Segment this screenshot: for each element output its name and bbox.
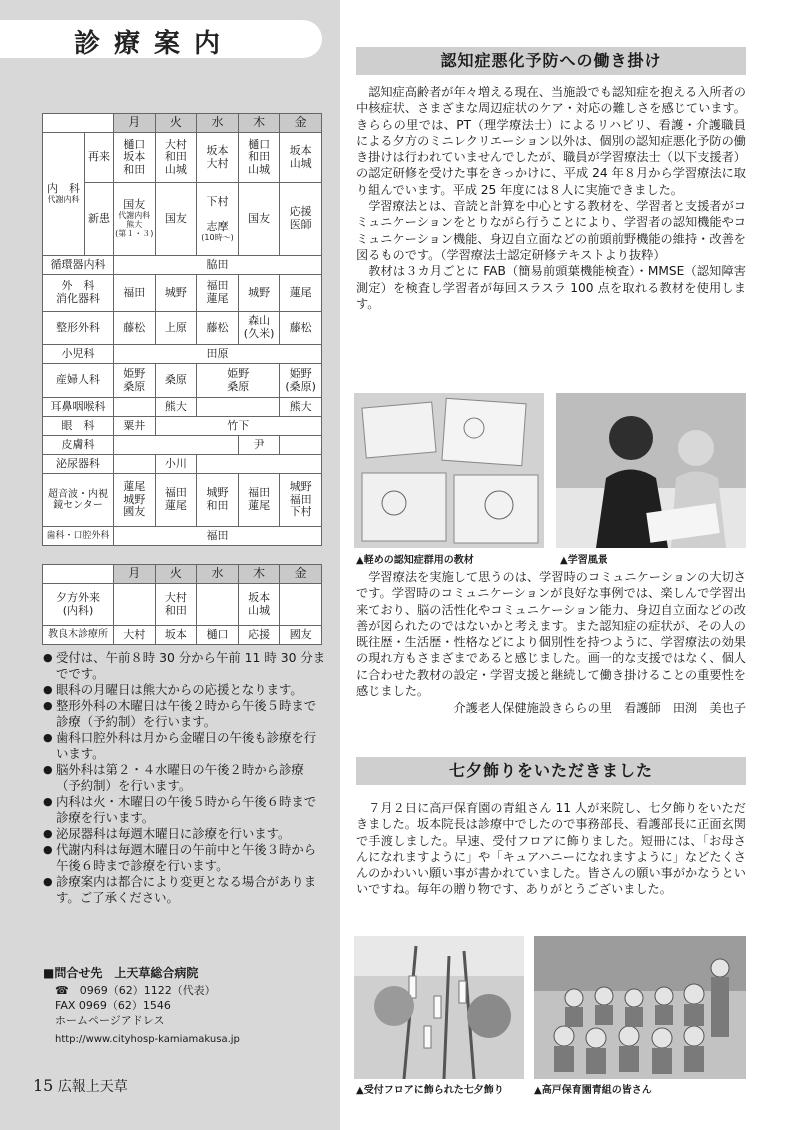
dept-label: 歯科・口腔外科 — [43, 527, 114, 546]
dept-label: 内 科 — [47, 182, 80, 196]
dept-label: 皮膚科 — [43, 436, 114, 455]
note-item — [43, 682, 328, 698]
cell: 応援 — [238, 626, 280, 645]
contact-title: ■問合せ先 上天草総合病院 — [43, 966, 199, 980]
bullet: ● — [43, 699, 53, 712]
bullet: ● — [43, 683, 53, 696]
cell — [114, 183, 156, 256]
cell: 城野 — [238, 275, 280, 312]
cell-note: 代謝内科 熊大 (第１・３) — [115, 211, 154, 238]
cell: 森山 (久米) — [238, 312, 280, 345]
dept-label: 耳鼻咽喉科 — [43, 398, 114, 417]
cell: 姫野 桑原 — [197, 364, 280, 398]
cell: 福田 — [114, 527, 322, 546]
caption: ▲高戸保育園青組の皆さん — [534, 1085, 652, 1096]
bullet: ● — [43, 651, 53, 664]
cell: 熊大 — [280, 398, 322, 417]
note-item — [43, 826, 328, 842]
cell — [197, 398, 280, 417]
cell: 姫野 (桑原) — [280, 364, 322, 398]
cell: 蓮尾 — [280, 275, 322, 312]
cell: 国友 — [238, 183, 280, 256]
dept-internal — [43, 133, 85, 256]
cell: 国友 — [155, 183, 197, 256]
cell: 福田 — [114, 275, 156, 312]
day-header: 水 — [197, 114, 239, 133]
corner-cell — [43, 114, 114, 133]
signature: 介護老人保健施設きららの里 看護師 田渕 美也子 — [453, 701, 746, 716]
photo-children-illustration — [534, 936, 746, 1079]
cell: 尹 — [238, 436, 280, 455]
cell: 藤松 — [114, 312, 156, 345]
cell: 上原 — [155, 312, 197, 345]
dept-label: 産婦人科 — [43, 364, 114, 398]
corner-cell — [43, 565, 114, 584]
day-header: 月 — [114, 114, 156, 133]
contact-hp-label: ホームページアドレス — [55, 1014, 165, 1027]
note-text: 歯科口腔外科は月から金曜日の午後も診療を行います。 — [56, 730, 317, 761]
photo-learning — [556, 393, 746, 548]
note-item — [43, 794, 328, 826]
paragraph: ７月２日に高戸保育園の青組さん 11 人が来院し、七夕飾りをいただきました。坂本院長は診療中でしたので事務部長、看護部長に正面玄関で手渡しました。早速、受付フロアに飾りました。短冊には、「お母さんになれますように」や「キュアハニーになれますように」などたくさんのかわいい願い事が書かれていました。皆さんの願い事がかなうといいですね。毎年の贈り物です、ありがとうございました。 — [356, 801, 746, 897]
caption: ▲学習風景 — [560, 555, 608, 566]
note-item — [43, 698, 328, 730]
photo-materials — [354, 393, 544, 548]
publication-name: 広報上天草 — [57, 1079, 128, 1095]
cell — [197, 183, 239, 256]
bullet: ● — [43, 875, 53, 888]
cell — [197, 455, 322, 474]
article1-body — [356, 84, 746, 312]
day-header: 金 — [280, 114, 322, 133]
cell: 城野 和田 — [197, 474, 239, 527]
cell — [280, 584, 322, 626]
bullet: ● — [43, 843, 53, 856]
section-header — [0, 20, 322, 58]
dept-label: 夕方外来 (内科) — [43, 584, 114, 626]
schedule-table — [42, 113, 322, 546]
cell: 藤松 — [197, 312, 239, 345]
bullet: ● — [43, 731, 53, 744]
photo-tanabata-illustration — [354, 936, 524, 1079]
photo-materials-illustration — [354, 393, 544, 548]
cell: 大村 和田 — [155, 584, 197, 626]
cell: 國友 — [280, 626, 322, 645]
cell — [197, 584, 239, 626]
page-number: 15 — [33, 1076, 54, 1095]
cell: 樋口 和田 山城 — [238, 133, 280, 183]
note-text: 診療案内は都合により変更となる場合があります。ご了承ください。 — [56, 874, 317, 905]
cell: 姫野 桑原 — [114, 364, 156, 398]
day-header: 金 — [280, 565, 322, 584]
day-header: 火 — [155, 565, 197, 584]
cell: 小川 — [155, 455, 197, 474]
note-text: 整形外科の木曜日は午後２時から午後５時まで診療（予約制）を行います。 — [56, 698, 317, 729]
photo-learning-illustration — [556, 393, 746, 548]
cell: 蓮尾 城野 國友 — [114, 474, 156, 527]
contact-url[interactable]: http://www.cityhosp-kamiamakusa.jp — [55, 1034, 240, 1045]
day-header: 火 — [155, 114, 197, 133]
cell — [114, 436, 239, 455]
cell: 城野 — [155, 275, 197, 312]
paragraph: 教材は３カ月ごとに FAB（簡易前頭葉機能検査）・MMSE（認知障害測定）を検査し学習者が毎回スラスラ 100 点を取れる教材を使用します。 — [356, 264, 746, 311]
dept-sublabel: 代謝内科 — [47, 194, 80, 204]
cell: 坂本 山城 — [238, 584, 280, 626]
dept-label: 泌尿器科 — [43, 455, 114, 474]
note-text: 受付は、午前８時 30 分から午前 11 時 30 分までです。 — [56, 650, 326, 681]
paragraph: 学習療法を実施して思うのは、学習時のコミュニケーションの大切さです。学習時のコミュニケーションが良好な事例では、楽しんで学習出来ており、脳の活性化やコミュニケーション能力、身辺自立面などの改善が図られたのではないかと考えます。また認知症の症状が、その人の既往歴・生活歴・性格などにより個別性を持つように、学習療法の効果の現れ方もさまざまであると感じました。画一的な支援ではなく、個人に合わせた教材の設定・学習支援と継続して働き掛けることの重要性を感じました。 — [356, 570, 746, 699]
caption: ▲軽めの認知症群用の教材 — [356, 555, 474, 566]
cell-text: 国友 — [123, 198, 146, 212]
cell-note: (10時～) — [201, 232, 234, 242]
cell: 桑原 — [155, 364, 197, 398]
new-label: 新患 — [85, 183, 114, 256]
dept-label: 眼 科 — [43, 417, 114, 436]
cell — [280, 436, 322, 455]
paragraph: 学習療法とは、音読と計算を中心とする教材を、学習者と支援者がコミュニケーションをとりながら行うことにより、学習者の認知機能やコミュニケーション機能、身辺自立面などの前頭前野機能の維持・改善を図るものです。（学習療法士認定研修テキストより抜粋） — [356, 199, 746, 262]
article2-body — [356, 800, 746, 898]
bullet: ● — [43, 827, 53, 840]
dept-label: 整形外科 — [43, 312, 114, 345]
note-text: 内科は火・木曜日の午後５時から午後６時まで診療を行います。 — [56, 794, 317, 825]
cell-text: 下村 志摩 — [206, 194, 229, 233]
cell: 田原 — [114, 345, 322, 364]
dept-label: 循環器内科 — [43, 256, 114, 275]
cell — [114, 398, 156, 417]
cell: 福田 蓮尾 — [238, 474, 280, 527]
cell: 大村 和田 山城 — [155, 133, 197, 183]
note-text: 泌尿器科は毎週木曜日に診療を行います。 — [56, 826, 291, 841]
cell: 大村 — [114, 626, 156, 645]
note-item — [43, 650, 328, 682]
dept-label: 外 科 消化器科 — [43, 275, 114, 312]
bullet: ● — [43, 795, 53, 808]
cell: 樋口 坂本 和田 — [114, 133, 156, 183]
cell: 樋口 — [197, 626, 239, 645]
contact-fax: FAX 0969（62）1546 — [55, 999, 171, 1012]
day-header: 月 — [114, 565, 156, 584]
evening-table — [42, 564, 322, 645]
contact-tel: ☎ 0969（62）1122（代表） — [55, 984, 216, 997]
page-footer — [33, 1076, 128, 1096]
contact-info — [43, 966, 328, 1047]
note-text: 代謝内科は毎週木曜日の午前中と午後３時から午後６時まで診療を行います。 — [56, 842, 317, 873]
cell: 熊大 — [155, 398, 197, 417]
dept-label: 超音波・内視 鏡センター — [43, 474, 114, 527]
caption: ▲受付フロアに飾られた七夕飾り — [356, 1085, 504, 1096]
cell: 藤松 — [280, 312, 322, 345]
cell: 福田 蓮尾 — [197, 275, 239, 312]
cell: 竹下 — [155, 417, 321, 436]
note-item — [43, 874, 328, 906]
article1-title: 認知症悪化予防への働き掛け — [356, 47, 746, 75]
cell — [114, 455, 156, 474]
notes-list — [43, 650, 328, 906]
cell: 脇田 — [114, 256, 322, 275]
dept-label: 教良木診療所 — [43, 626, 114, 645]
cell: 福田 蓮尾 — [155, 474, 197, 527]
note-item — [43, 762, 328, 794]
article2-title: 七夕飾りをいただきました — [356, 757, 746, 785]
day-header: 木 — [238, 114, 280, 133]
dept-label: 小児科 — [43, 345, 114, 364]
page-title: 診療案内 — [74, 29, 235, 59]
day-header: 水 — [197, 565, 239, 584]
article1-body-2 — [356, 569, 746, 717]
paragraph: 認知症高齢者が年々増える現在、当施設でも認知症を抱える入所者の中核症状、さまざまな周辺症状のケア・対応の難しさを感じています。きららの里では、PT（理学療法士）によるリハビリ、看護・介護職員による夕方のミニレクリエーション以外は、個別の認知症悪化予防の働き掛けは行われていませんでしたが、職員が学習療法士（以下支援者）の認定研修を受けた事をきっかけに、平成 24 年８月から学習療法に取り組んでいます。平成 25 年度には８人に実施できました。 — [356, 85, 746, 197]
photo-children — [534, 936, 746, 1079]
cell: 坂本 — [155, 626, 197, 645]
note-item — [43, 730, 328, 762]
note-text: 眼科の月曜日は熊大からの応援となります。 — [56, 682, 303, 697]
cell: 坂本 山城 — [280, 133, 322, 183]
cell — [114, 584, 156, 626]
photo-tanabata — [354, 936, 524, 1079]
cell: 応援 医師 — [280, 183, 322, 256]
cell: 坂本 大村 — [197, 133, 239, 183]
cell: 粟井 — [114, 417, 156, 436]
note-text: 脳外科は第２・４水曜日の午後２時から診療（予約制）を行います。 — [56, 762, 304, 793]
day-header: 木 — [238, 565, 280, 584]
cell: 城野 福田 下村 — [280, 474, 322, 527]
bullet: ● — [43, 763, 53, 776]
note-item — [43, 842, 328, 874]
return-label: 再来 — [85, 133, 114, 183]
